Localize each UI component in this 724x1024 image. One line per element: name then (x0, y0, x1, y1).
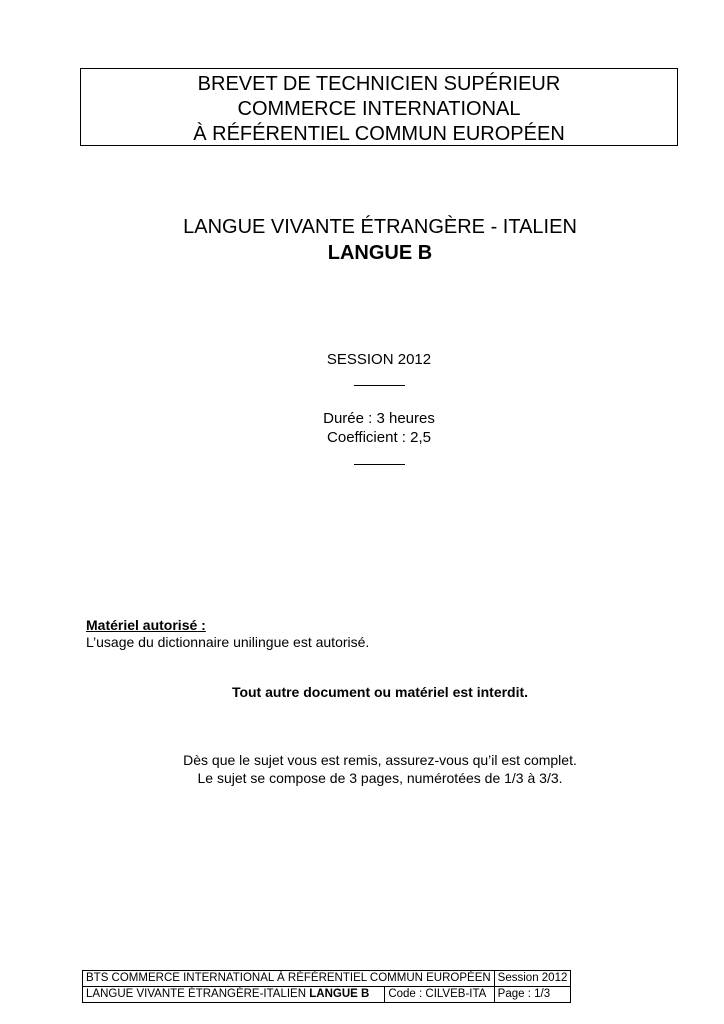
footer-code: Code : CILVEB-ITA (385, 987, 494, 1003)
materials-label-colon: : (197, 617, 206, 633)
title-line-3: À RÉFÉRENTIEL COMMUN EUROPÉEN (193, 123, 565, 145)
session-label: SESSION 2012 (326, 351, 432, 368)
materials-text: L’usage du dictionnaire unilingue est autorisé. (86, 634, 370, 650)
coefficient: Coefficient : 2,5 (327, 429, 431, 446)
footer-session: Session 2012 (494, 971, 571, 987)
exam-title-box (80, 68, 678, 146)
instruction-line-1: Dès que le sujet vous est remis, assurez-vous qu’il est complet. (183, 752, 577, 768)
forbidden-notice: Tout autre document ou matériel est interdit. (231, 684, 529, 700)
title-line-2: COMMERCE INTERNATIONAL (237, 98, 521, 120)
footer-subject: LANGUE VIVANTE ÉTRANGÈRE-ITALIEN LANGUE B (83, 987, 385, 1003)
footer-subject-level: LANGUE B (309, 988, 370, 1000)
footer-row-1 (83, 971, 571, 987)
footer-row-2 (83, 987, 571, 1003)
subject-language: LANGUE VIVANTE ÉTRANGÈRE - ITALIEN (183, 216, 577, 238)
footer-exam-name: BTS COMMERCE INTERNATIONAL À RÉFÉRENTIEL COMMUN EUROPÉEN (83, 971, 495, 987)
instruction-line-2: Le sujet se compose de 3 pages, numérotées de 1/3 à 3/3. (197, 770, 563, 786)
title-line-1: BREVET DE TECHNICIEN SUPÉRIEUR (197, 73, 561, 95)
separator-2 (354, 464, 405, 465)
footer-page: Page : 1/3 (494, 987, 571, 1003)
duration: Durée : 3 heures (323, 410, 435, 427)
subject-level: LANGUE B (327, 242, 433, 264)
separator-1 (354, 385, 405, 386)
footer-table (82, 970, 571, 1003)
materials-label: Matériel autorisé : (86, 617, 206, 633)
